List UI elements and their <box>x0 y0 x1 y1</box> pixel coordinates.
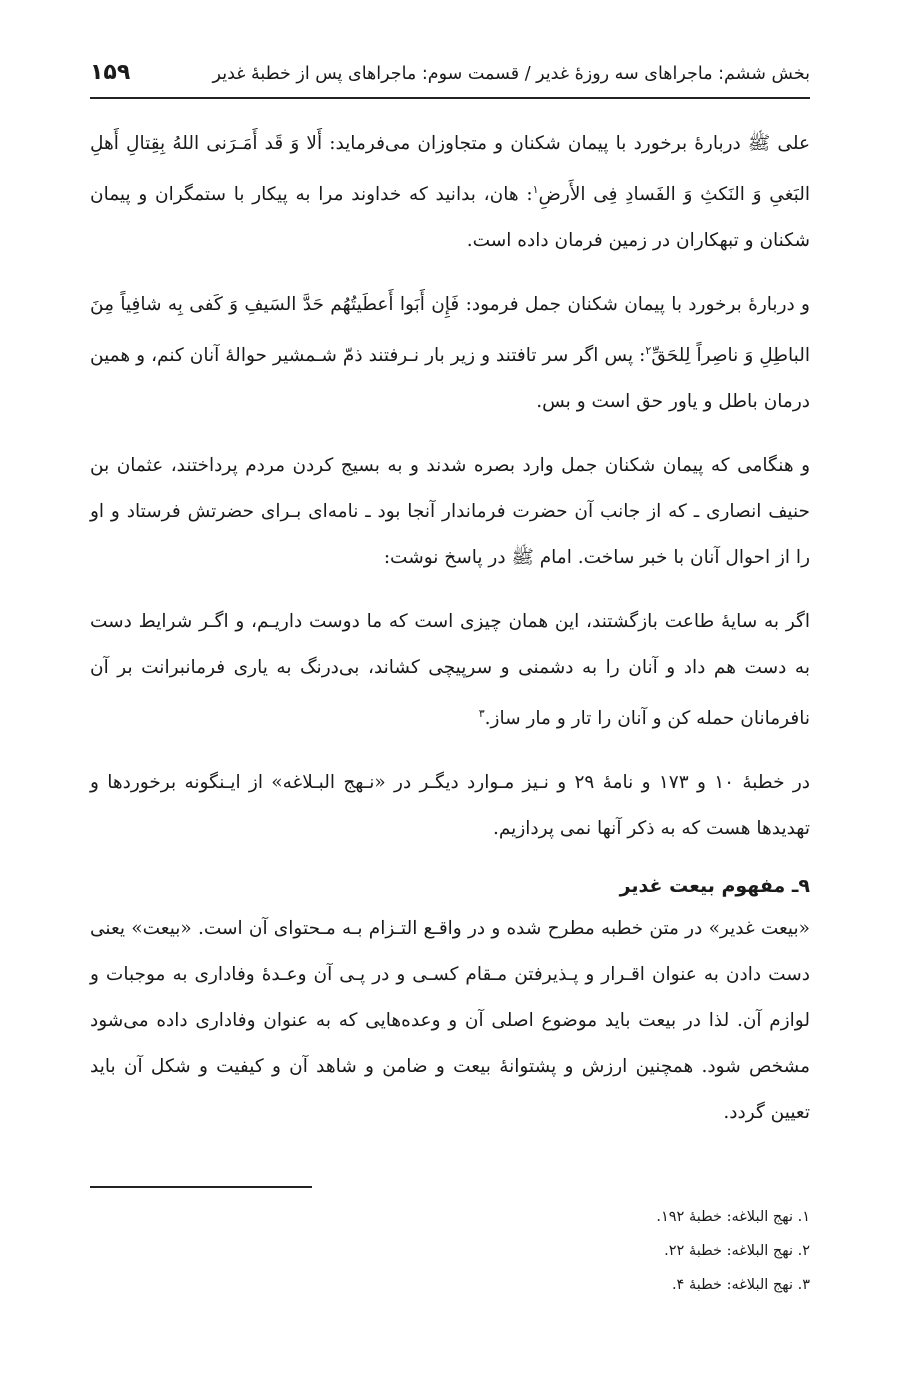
paragraph-text: : هان، بدانید که خداوند مرا به پیکار با ستمگران و پیمان شکنان و تبهکاران در زمین فرمان داده است. <box>90 184 810 252</box>
header-title: بخش ششم: ماجراهای سه روزهٔ غدیر / قسمت سوم: ماجراهای پس از خطبهٔ غدیر <box>212 64 810 84</box>
running-header <box>90 60 810 99</box>
footnotes <box>210 1200 810 1302</box>
footnote-divider <box>90 1186 312 1188</box>
paragraph-text: و هنگامی که پیمان شکنان جمل وارد بصره شدند و به بسیج کردن مردم پرداختند، عثمان بن حنیف انصاری ـ که از جانب آن حضرت فرماندار آنجا بود ـ نامه‌ای بـرای حضرتش فرستاد و او را از احوال آنان با خبر ساخت. امام ﷺ در پاسخ نوشت: <box>90 455 810 569</box>
paragraph <box>90 443 810 581</box>
section-heading: ۹ـ مفهوم بیعت غدیر <box>619 875 810 898</box>
book-page <box>90 60 810 1136</box>
paragraph <box>90 282 810 425</box>
quote-paragraph <box>90 599 810 742</box>
footnote: ۱. نهج البلاغه: خطبهٔ ۱۹۲. <box>656 1209 810 1225</box>
footnote: ۲. نهج البلاغه: خطبهٔ ۲۲. <box>664 1243 810 1259</box>
footnote-ref[interactable]: ۱ <box>532 183 539 196</box>
footnote: ۳. نهج البلاغه: خطبهٔ ۴. <box>671 1277 810 1293</box>
paragraph-text: و دربارهٔ برخورد با پیمان شکنان جمل فرمود: فَإِن أَبَوا أَعطَیتُهُم حَدَّ السَیفِ وَ کَفی بِه شافِیاً مِنَ الباطِلِ وَ ناصِراً لِلحَقِّ <box>90 294 811 367</box>
paragraph-text: در خطبهٔ ۱۰ و ۱۷۳ و نامهٔ ۲۹ و نـیز مـوارد دیگـر در «نـهج البـلاغه» از ایـنگونه برخوردها و تهدیدها هست که به ذکر آنها نمی پردازیم. <box>90 772 810 840</box>
page-number: ۱۵۹ <box>90 60 131 85</box>
footnote-ref[interactable]: ۲ <box>645 344 652 358</box>
paragraph <box>90 121 810 264</box>
paragraph-text: علی ﷺ دربارهٔ برخورد با پیمان شکنان و متجاوزان می‌فرماید: أَلا وَ قَد أَمَـرَنی اللهُ بِقِتالِ أَهلِ البَغیِ وَ النَکثِ وَ الفَسادِ فِی الأَرضِ <box>90 133 810 206</box>
footnote-ref[interactable]: ۳ <box>478 707 485 721</box>
section-paragraph: «بیعت غدیر» در متن خطبه مطرح شده و در واقـع التـزام بـه مـحتوای آن است. «بیعت» یعنی دست دادن به عنوان اقـرار و پـذیرفتن مـقام کسـی و در پـی آن وعـدهٔ وفاداری به موجبات و لوازم آن. لذا در بیعت باید موضوع اصلی آن و وعده‌هایی که به عنوان وفاداری داده می‌شود مشخص شود. همچنین ارزش و پشتوانهٔ بیعت و ضامن و شاهد آن و کیفیت و شکل آن باید تعیین گردد. <box>90 918 810 1124</box>
paragraph-text: : پس اگر سر تافتند و زیر بار نـرفتند ذمّ شـمشیر حوالهٔ آنان کنم، و همین درمان باطل و یاور حق است و بس. <box>90 345 810 413</box>
paragraph-text: اگر به سایهٔ طاعت بازگشتند، این همان چیزی است که ما دوست داریـم، و اگـر شرایط دست به دست هم داد و آنان را به دشمنی و سرپیچی کشاند، بی‌درنگ به یاری فرمانبرانت بر آن نافرمانان حمله کن و آنان را تار و مار ساز. <box>90 611 810 730</box>
paragraph <box>90 760 810 852</box>
